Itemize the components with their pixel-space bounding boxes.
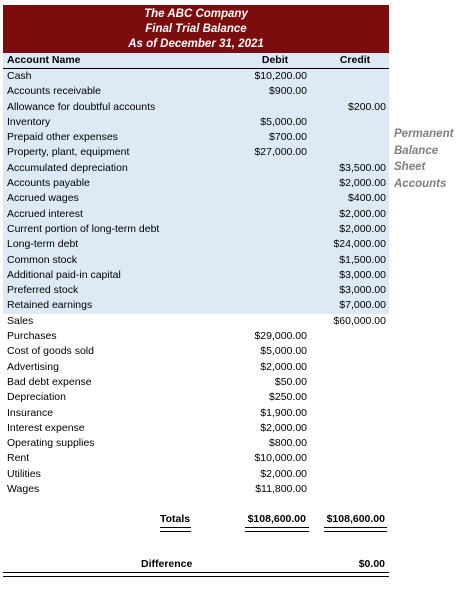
account-name-cell: Accounts payable xyxy=(7,177,90,190)
account-row xyxy=(3,130,389,145)
header-debit: Debit xyxy=(261,54,289,66)
debit-cell: $800.00 xyxy=(269,437,307,450)
company-name: The ABC Company xyxy=(144,8,248,20)
account-row xyxy=(3,100,389,115)
debit-cell: $10,000.00 xyxy=(254,452,307,465)
debit-cell: $700.00 xyxy=(269,131,307,144)
account-name-cell: Accrued interest xyxy=(7,207,83,220)
header-credit: Credit xyxy=(339,54,371,66)
totals-credit-underline xyxy=(324,527,387,532)
account-name-cell: Long-term debt xyxy=(7,238,79,251)
header-account-name: Account Name xyxy=(7,54,81,66)
account-name-cell: Interest expense xyxy=(7,421,85,434)
side-label-line: Sheet xyxy=(394,161,426,173)
account-row xyxy=(3,451,389,466)
credit-cell: $3,500.00 xyxy=(339,161,386,174)
credit-cell: $2,000.00 xyxy=(339,177,386,190)
difference-rule xyxy=(3,572,389,577)
debit-cell: $5,000.00 xyxy=(260,345,307,358)
account-row xyxy=(3,390,389,405)
account-row xyxy=(3,406,389,421)
credit-cell: $7,000.00 xyxy=(339,299,386,312)
account-name-cell: Preferred stock xyxy=(7,284,79,297)
account-row xyxy=(3,360,389,375)
account-row xyxy=(3,283,389,298)
account-row xyxy=(3,344,389,359)
account-row xyxy=(3,467,389,482)
account-name-cell: Advertising xyxy=(7,360,59,373)
account-name-cell: Prepaid other expenses xyxy=(7,131,118,144)
account-row xyxy=(3,176,389,191)
account-rows xyxy=(3,69,389,497)
side-label-line: Permanent xyxy=(394,128,454,140)
debit-cell: $27,000.00 xyxy=(254,146,307,159)
account-name-cell: Accumulated depreciation xyxy=(7,161,128,174)
credit-cell: $200.00 xyxy=(348,100,386,113)
account-name-cell: Retained earnings xyxy=(7,299,93,312)
account-row xyxy=(3,482,389,497)
account-name-cell: Accrued wages xyxy=(7,192,79,205)
account-name-cell: Wages xyxy=(7,483,40,496)
account-name-cell: Sales xyxy=(7,314,34,327)
debit-cell: $11,800.00 xyxy=(255,483,307,496)
account-name-cell: Accounts receivable xyxy=(7,85,101,98)
side-label-line: Balance xyxy=(394,144,439,157)
account-row xyxy=(3,69,389,84)
account-name-cell: Cash xyxy=(7,70,32,82)
account-name-cell: Purchases xyxy=(7,330,57,343)
account-name-cell: Current portion of long-term debt xyxy=(7,222,160,235)
debit-cell: $5,000.00 xyxy=(260,115,307,128)
account-row xyxy=(3,237,389,252)
totals-debit: $108,600.00 xyxy=(247,513,306,525)
trial-balance-sheet xyxy=(3,5,389,497)
account-name-cell: Additional paid-in capital xyxy=(7,268,121,281)
column-header-row xyxy=(3,53,389,69)
totals-label-underline xyxy=(160,527,191,532)
difference-label: Difference xyxy=(141,558,193,570)
totals-label: Totals xyxy=(160,513,191,525)
account-name-cell: Utilities xyxy=(7,467,41,480)
debit-cell: $2,000.00 xyxy=(260,467,307,480)
account-name-cell: Property, plant, equipment xyxy=(7,146,130,159)
debit-cell: $1,900.00 xyxy=(260,406,307,419)
debit-cell: $10,200.00 xyxy=(254,70,307,82)
debit-cell: $29,000.00 xyxy=(254,330,307,343)
debit-cell: $2,000.00 xyxy=(260,360,307,373)
account-row xyxy=(3,375,389,390)
credit-cell: $2,000.00 xyxy=(339,222,386,235)
account-row xyxy=(3,115,389,130)
account-row xyxy=(3,268,389,283)
account-row xyxy=(3,298,389,313)
account-row xyxy=(3,161,389,176)
report-date: As of December 31, 2021 xyxy=(128,38,264,50)
account-name-cell: Insurance xyxy=(7,406,54,419)
account-name-cell: Cost of goods sold xyxy=(7,345,94,358)
credit-cell: $3,000.00 xyxy=(339,284,386,297)
account-row xyxy=(3,421,389,436)
difference-value: $0.00 xyxy=(358,558,385,570)
totals-credit: $108,600.00 xyxy=(326,513,385,525)
account-row xyxy=(3,145,389,160)
account-name-cell: Rent xyxy=(7,452,30,465)
account-name-cell: Allowance for doubtful accounts xyxy=(7,100,156,113)
account-name-cell: Bad debt expense xyxy=(7,375,92,388)
credit-cell: $2,000.00 xyxy=(339,207,386,220)
credit-cell: $1,500.00 xyxy=(339,253,386,266)
account-name-cell: Operating supplies xyxy=(7,437,95,450)
account-row xyxy=(3,314,389,329)
credit-cell: $400.00 xyxy=(348,192,386,205)
account-name-cell: Depreciation xyxy=(7,391,66,404)
credit-cell: $3,000.00 xyxy=(339,268,386,281)
title-banner xyxy=(3,5,389,53)
account-name-cell: Common stock xyxy=(7,253,78,266)
account-row xyxy=(3,191,389,206)
debit-cell: $50.00 xyxy=(274,375,307,388)
credit-cell: $60,000.00 xyxy=(333,314,386,327)
account-row xyxy=(3,436,389,451)
account-row xyxy=(3,253,389,268)
credit-cell: $24,000.00 xyxy=(333,238,386,251)
account-name-cell: Inventory xyxy=(7,115,51,128)
debit-cell: $250.00 xyxy=(269,391,307,404)
account-row xyxy=(3,222,389,237)
debit-cell: $900.00 xyxy=(269,85,307,98)
account-row xyxy=(3,329,389,344)
account-row xyxy=(3,84,389,99)
totals-debit-underline xyxy=(245,527,309,532)
debit-cell: $2,000.00 xyxy=(260,421,307,434)
permanent-accounts-label xyxy=(394,126,474,192)
account-row xyxy=(3,207,389,222)
side-label-line: Accounts xyxy=(394,177,447,190)
report-title: Final Trial Balance xyxy=(145,23,247,35)
